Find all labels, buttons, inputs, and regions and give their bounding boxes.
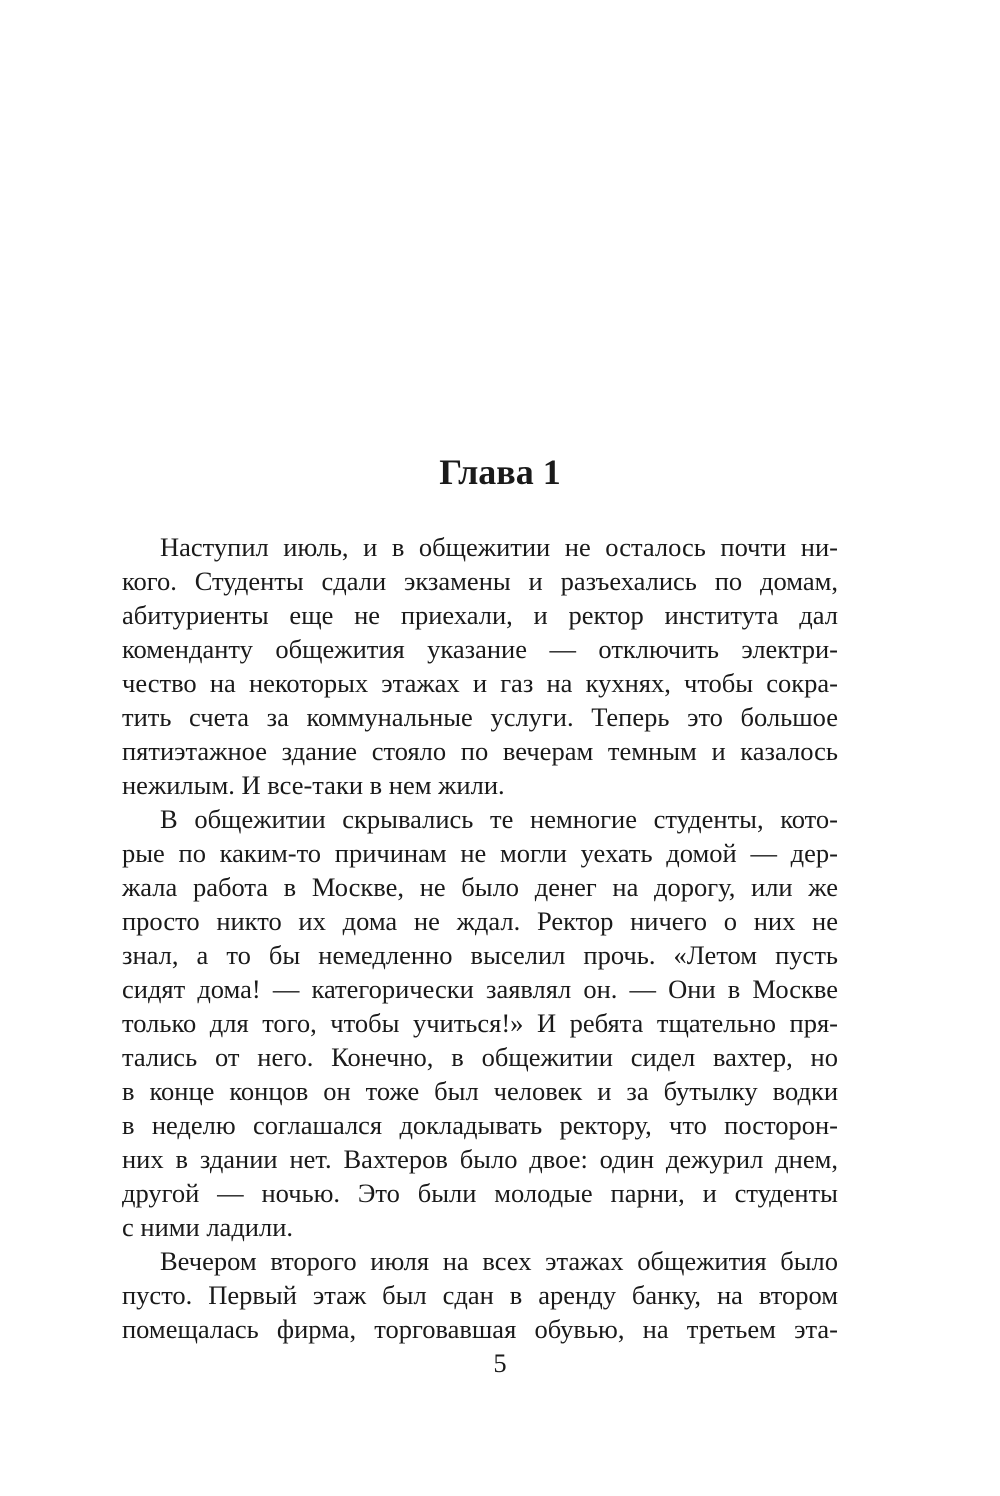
text-line: сидят дома! — категорически заявлял он. — Они в Москве: [122, 974, 838, 1004]
text-line: в конце концов он тоже был человек и за бутылку водки: [122, 1076, 838, 1106]
text-line: чество на некоторых этажах и газ на кухнях, чтобы сокра-: [122, 668, 838, 698]
text-line: в неделю соглашался докладывать ректору, что посторон-: [122, 1110, 838, 1140]
text-line: рые по каким-то причинам не могли уехать домой — дер-: [122, 838, 838, 868]
text-line: В общежитии скрывались те немногие студенты, кото-: [160, 804, 838, 834]
text-line: них в здании нет. Вахтеров было двое: один дежурил днем,: [122, 1144, 838, 1174]
text-line: другой — ночью. Это были молодые парни, и студенты: [122, 1178, 838, 1208]
text-line: жала работа в Москве, не было денег на дорогу, или же: [122, 872, 838, 902]
text-line: только для того, чтобы учиться!» И ребята тщательно пря-: [122, 1008, 838, 1038]
text-line: пятиэтажное здание стояло по вечерам темным и казалось: [122, 736, 838, 766]
text-line: просто никто их дома не ждал. Ректор ничего о них не: [122, 906, 838, 936]
body-text: [122, 530, 838, 1346]
text-line: Наступил июль, и в общежитии не осталось почти ни-: [160, 532, 838, 562]
text-line: пусто. Первый этаж был сдан в аренду банку, на втором: [122, 1280, 838, 1310]
text-line: помещалась фирма, торговавшая обувью, на третьем эта-: [122, 1314, 838, 1344]
text-line: абитуриенты еще не приехали, и ректор института дал: [122, 600, 838, 630]
text-line: Вечером второго июля на всех этажах общежития было: [160, 1246, 838, 1276]
page-number: 5: [493, 1348, 507, 1378]
text-line: с ними ладили.: [122, 1212, 294, 1242]
text-line: кого. Студенты сдали экзамены и разъехались по домам,: [122, 566, 838, 596]
text-line: коменданту общежития указание — отключить электри-: [122, 634, 838, 664]
text-line: нежилым. И все-таки в нем жили.: [122, 770, 505, 800]
chapter-title: Глава 1: [439, 452, 561, 492]
text-line: знал, а то бы немедленно выселил прочь. «Летом пусть: [122, 940, 838, 970]
text-line: тались от него. Конечно, в общежитии сидел вахтер, но: [122, 1042, 838, 1072]
text-line: тить счета за коммунальные услуги. Теперь это большое: [122, 702, 838, 732]
